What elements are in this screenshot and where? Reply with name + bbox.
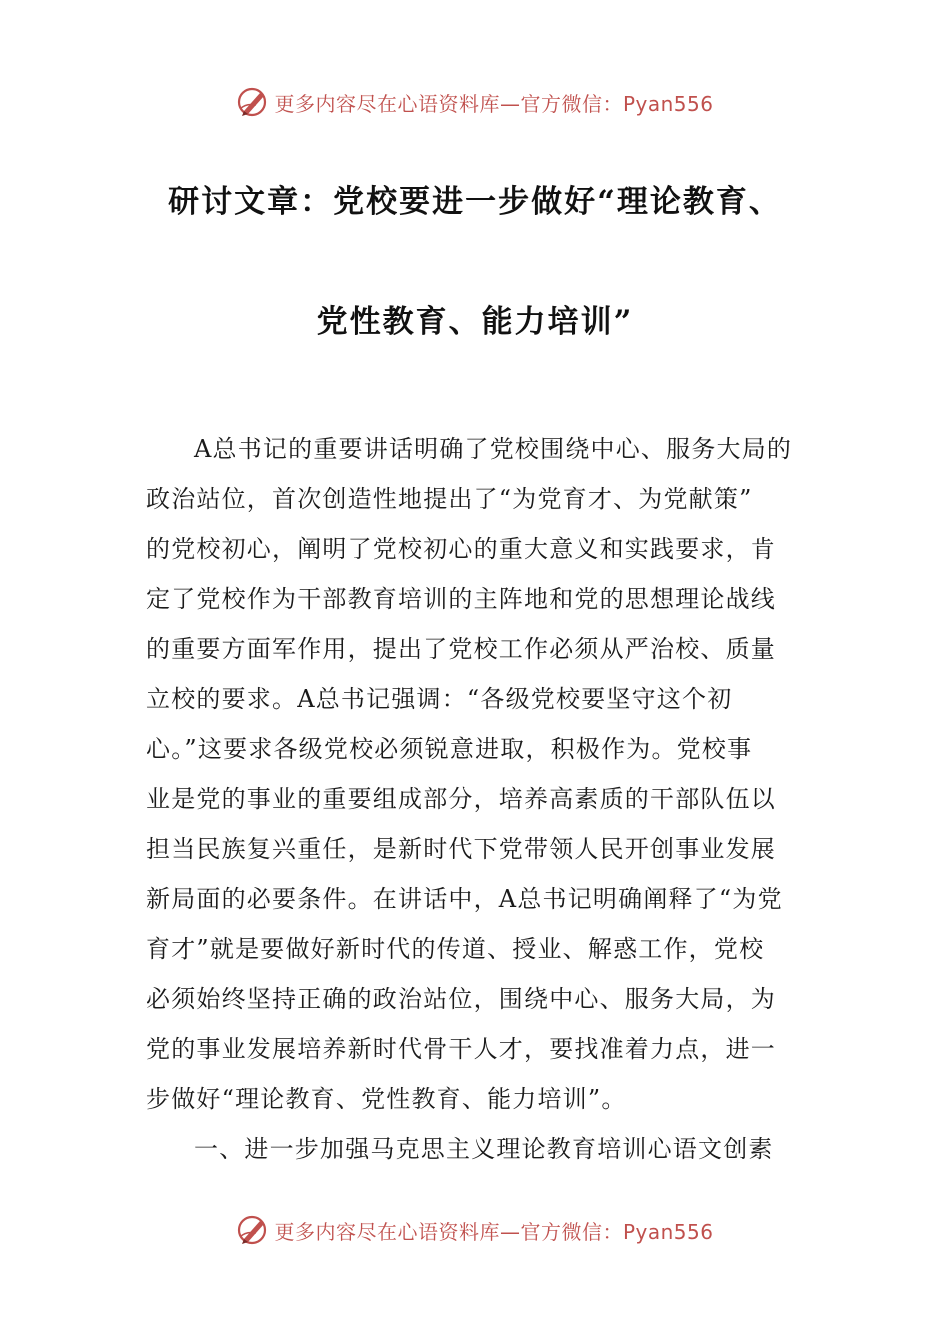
body-line: 立校的要求。A总书记强调：“各级党校要坚守这个初 bbox=[146, 685, 733, 713]
article-title-line-2: 党性教育、能力培训” bbox=[316, 304, 634, 340]
body-line: 业是党的事业的重要组成部分，培养高素质的干部队伍以 bbox=[146, 785, 776, 813]
watermark-banner-bottom bbox=[0, 1210, 950, 1250]
body-line: 心。”这要求各级党校必须锐意进取，积极作为。党校事 bbox=[146, 735, 753, 763]
body-line: 育才”就是要做好新时代的传道、授业、解惑工作，党校 bbox=[146, 935, 765, 963]
body-line: 必须始终坚持正确的政治站位，围绕中心、服务大局，为 bbox=[146, 985, 776, 1013]
body-line: 的重要方面军作用，提出了党校工作必须从严治校、质量 bbox=[146, 635, 776, 663]
body-line: 的党校初心，阐明了党校初心的重大意义和实践要求，肯 bbox=[146, 535, 776, 563]
body-line: 定了党校作为干部教育培训的主阵地和党的思想理论战线 bbox=[146, 585, 776, 613]
body-line: 步做好“理论教育、党性教育、能力培训”。 bbox=[146, 1085, 627, 1113]
watermark-text-bottom: 更多内容尽在心语资料库—官方微信：Pyan556 bbox=[274, 1219, 714, 1244]
watermark-text-top: 更多内容尽在心语资料库—官方微信：Pyan556 bbox=[274, 91, 714, 116]
pen-logo-icon bbox=[236, 85, 270, 119]
body-line: A总书记的重要讲话明确了党校围绕中心、服务大局的 bbox=[194, 435, 793, 463]
body-line: 政治站位，首次创造性地提出了“为党育才、为党献策” bbox=[146, 485, 753, 513]
body-line: 党的事业发展培养新时代骨干人才，要找准着力点，进一 bbox=[146, 1035, 776, 1063]
body-line: 新局面的必要条件。在讲话中，A总书记明确阐释了“为党 bbox=[146, 885, 783, 913]
pen-logo-icon bbox=[236, 1213, 270, 1247]
article-title-line-1: 研讨文章：党校要进一步做好“理论教育、 bbox=[168, 184, 782, 220]
body-line: 担当民族复兴重任，是新时代下党带领人民开创事业发展 bbox=[146, 835, 776, 863]
watermark-banner-top bbox=[0, 82, 950, 122]
article-body bbox=[146, 424, 806, 1174]
section-heading-1: 一、进一步加强马克思主义理论教育培训心语文创素 bbox=[194, 1135, 774, 1163]
